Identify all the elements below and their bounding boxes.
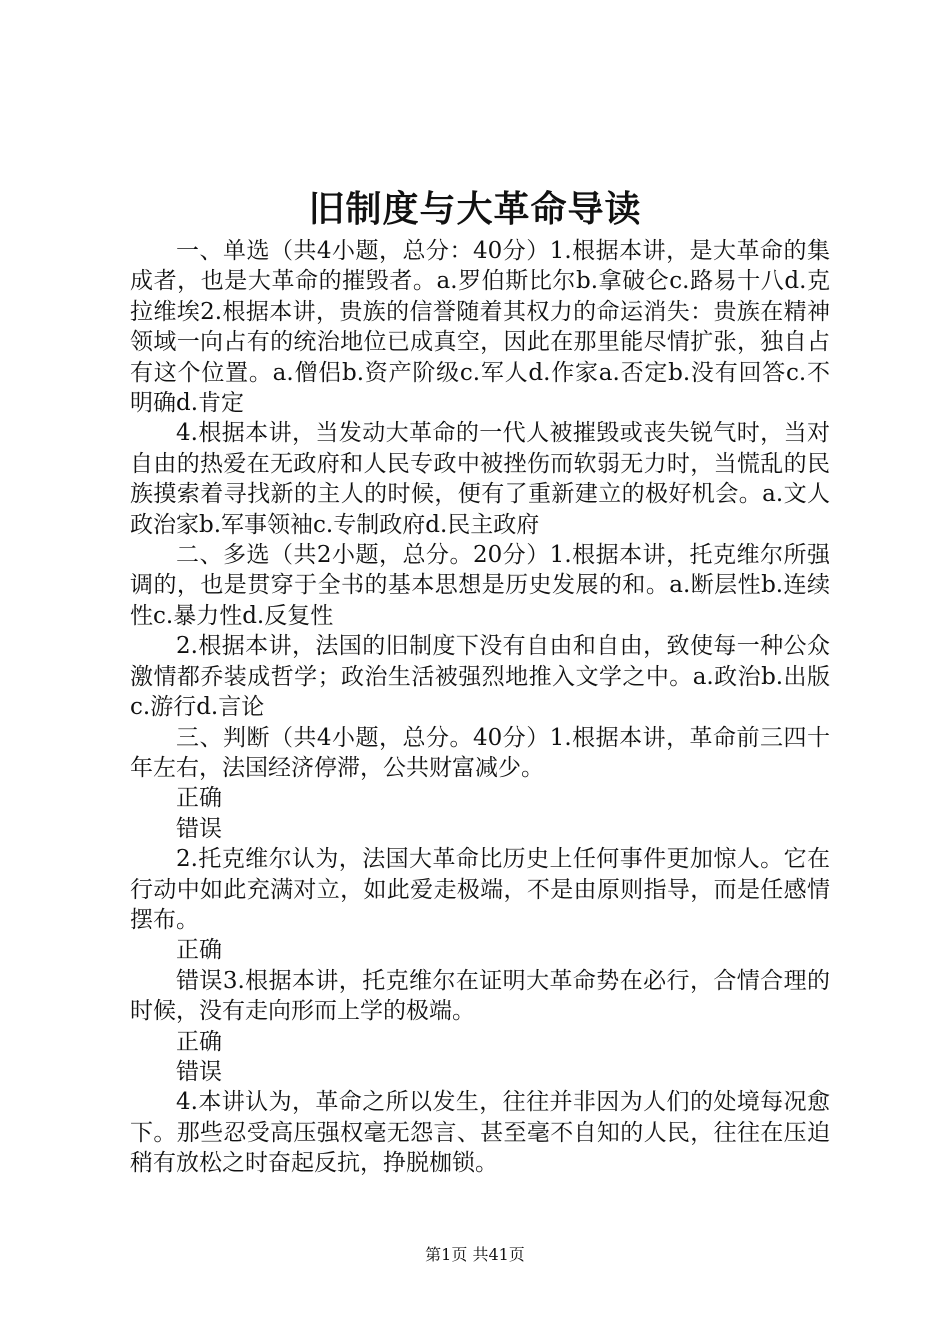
paragraph-question-4: 4.根据本讲，当发动大革命的一代人被摧毁或丧失锐气时，当对自由的热爱在无政府和人民专政中被挫伤而软弱无力时，当慌乱的民族摸索着寻找新的主人的时候，便有了重新建立的极好机会。a.文人政治家b.军事领袖c.专制政府d.民主政府 (130, 420, 830, 538)
paragraph-tf-question-4: 4.本讲认为，革命之所以发生，往往并非因为人们的处境每况愈下。那些忍受高压强权毫无怨言、甚至毫不自知的人民，往往在压迫稍有放松之时奋起反抗，挣脱枷锁。 (130, 1089, 830, 1177)
paragraph-single-choice: 一、单选（共4小题，总分：40分）1.根据本讲，是大革命的集成者，也是大革命的摧毁者。a.罗伯斯比尔b.拿破仑c.路易十八d.克拉维埃2.根据本讲，贵族的信誉随着其权力的命运消失：贵族在精神领域一向占有的统治地位已成真空，因此在那里能尽情扩张，独自占有这个位置。a.僧侣b.资产阶级c.军人d.作家a.否定b.没有回答c.不明确d.肯定 (130, 238, 830, 417)
paragraph-tf-question-2: 2.托克维尔认为，法国大革命比历史上任何事件更加惊人。它在行动中如此充满对立，如此爱走极端，不是由原则指导，而是任感情摆布。 (130, 846, 830, 933)
answer-option-wrong: 错误 (176, 815, 222, 842)
answer-option-correct: 正确 (176, 937, 222, 964)
paragraph-true-false: 三、判断（共4小题，总分。40分）1.根据本讲，革命前三四十年左右，法国经济停滞，公共财富减少。 (130, 724, 830, 781)
paragraph-multi-question-2: 2.根据本讲，法国的旧制度下没有自由和自由，致使每一种公众激情都乔装成哲学；政治生活被强烈地推入文学之中。a.政治b.出版c.游行d.言论 (130, 633, 830, 721)
document-title: 旧制度与大革命导读 (308, 188, 642, 230)
answer-option-correct: 正确 (176, 1028, 222, 1055)
document-body (130, 236, 830, 1179)
answer-option-correct: 正确 (176, 785, 222, 812)
answer-option-wrong: 错误 (176, 1058, 222, 1085)
paragraph-multiple-choice: 二、多选（共2小题，总分。20分）1.根据本讲，托克维尔所强调的，也是贯穿于全书的基本思想是历史发展的和。a.断层性b.连续性c.暴力性d.反复性 (130, 542, 830, 629)
paragraph-tf-question-3: 错误3.根据本讲，托克维尔在证明大革命势在必行，合情合理的时候，没有走向形而上学的极端。 (130, 967, 830, 1025)
page-number: 第1页 共41页 (425, 1245, 525, 1264)
